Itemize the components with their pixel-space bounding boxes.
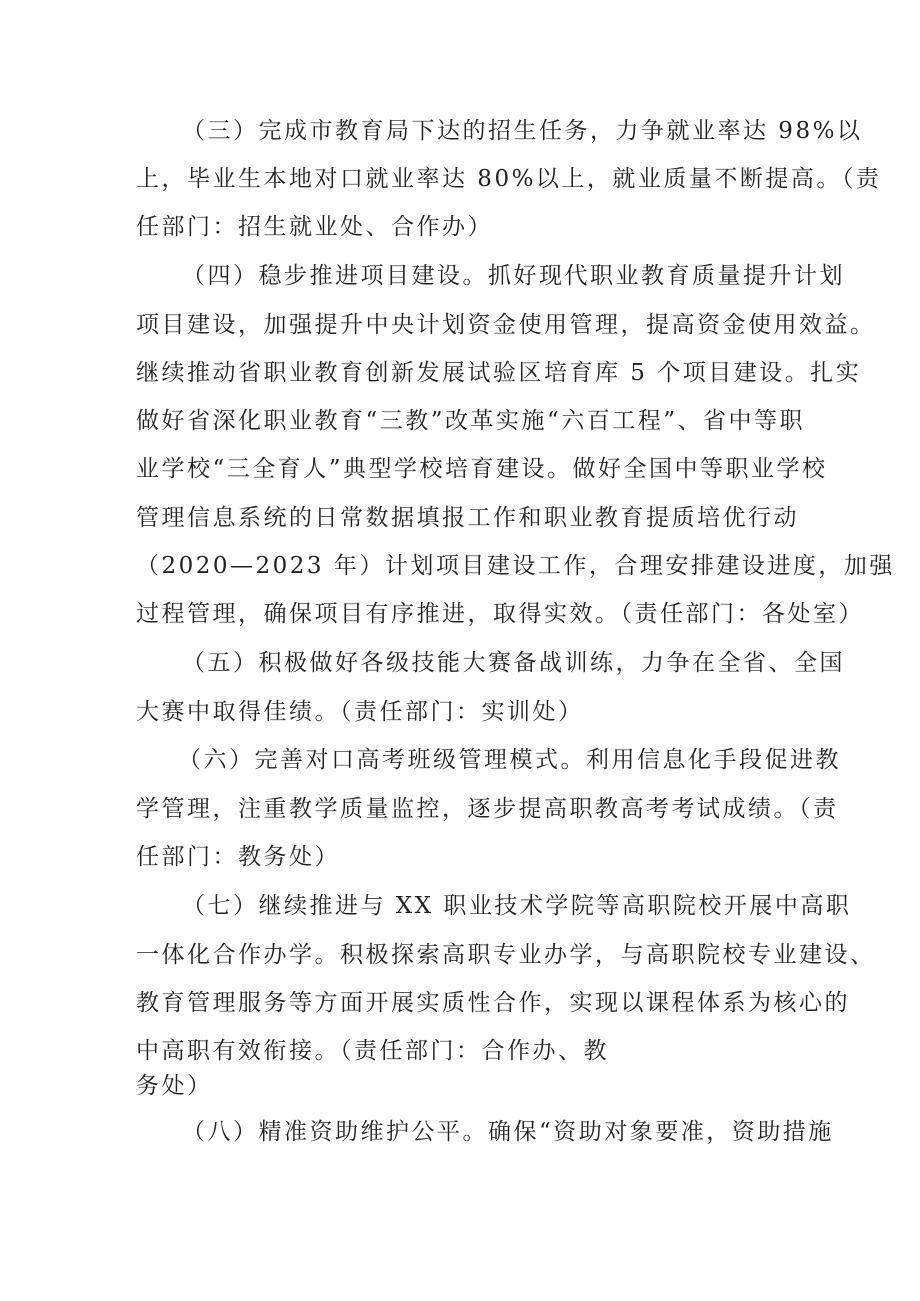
paragraph-4-line-7: （2020—2023 年）计划项目建设工作，合理安排建设进度，加强 bbox=[136, 553, 895, 579]
paragraph-3-line-2: 上，毕业生本地对口就业率达 80%以上，就业质量不断提高。（责 bbox=[136, 166, 882, 192]
paragraph-7-line-3: 教育管理服务等方面开展实质性合作，实现以课程体系为核心的 bbox=[136, 990, 850, 1016]
paragraph-6-line-2: 学管理，注重教学质量监控，逐步提高职教高考考试成绩。（责 bbox=[136, 796, 839, 822]
paragraph-3-line-1: （三）完成市教育局下达的招生任务，力争就业率达 98%以 bbox=[182, 118, 863, 144]
paragraph-4-line-2: 项目建设，加强提升中央计划资金使用管理，提高资金使用效益。 bbox=[136, 312, 876, 338]
paragraph-4-line-6: 管理信息系统的日常数据填报工作和职业教育提质培优行动 bbox=[136, 505, 799, 531]
paragraph-7-line-5: 务处） bbox=[136, 1073, 213, 1099]
paragraph-7-line-1: （七）继续推进与 XX 职业技术学院等高职院校开展中高职 bbox=[182, 893, 852, 919]
paragraph-6-line-3: 任部门：教务处） bbox=[136, 844, 340, 870]
paragraph-4-line-4: 做好省深化职业教育“三教”改革实施“六百工程”、省中等职 bbox=[136, 408, 806, 434]
paragraph-4-line-5: 业学校“三全育人”典型学校培育建设。做好全国中等职业学校 bbox=[136, 456, 828, 482]
paragraph-4-line-3: 继续推动省职业教育创新发展试验区培育库 5 个项目建设。扎实 bbox=[136, 360, 862, 386]
paragraph-5-line-2: 大赛中取得佳绩。（责任部门：实训处） bbox=[136, 699, 584, 725]
paragraph-7-line-2: 一体化合作办学。积极探索高职专业办学，与高职院校专业建设、 bbox=[136, 942, 876, 968]
paragraph-7-line-4: 中高职有效衔接。（责任部门：合作办、教 bbox=[136, 1038, 609, 1064]
paragraph-5-line-1: （五）积极做好各级技能大赛备战训练，力争在全省、全国 bbox=[182, 650, 845, 676]
paragraph-4-line-8: 过程管理，确保项目有序推进，取得实效。（责任部门：各处室） bbox=[136, 601, 864, 627]
paragraph-4-line-1: （四）稳步推进项目建设。抓好现代职业教育质量提升计划 bbox=[182, 263, 845, 289]
paragraph-8-line-1: （八）精准资助维护公平。确保“资助对象要准，资助措施 bbox=[182, 1119, 834, 1145]
paragraph-6-line-1: （六）完善对口高考班级管理模式。利用信息化手段促进教 bbox=[178, 747, 841, 773]
paragraph-3-line-3: 任部门：招生就业处、合作办） bbox=[136, 214, 493, 240]
